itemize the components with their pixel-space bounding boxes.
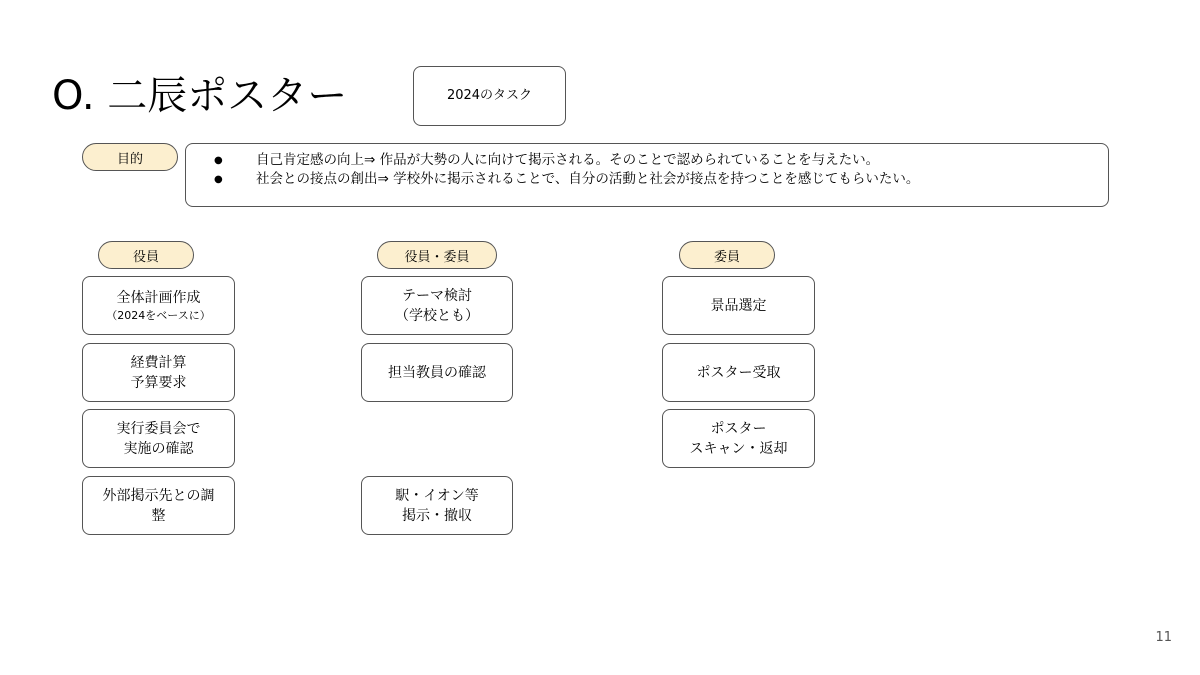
task-box <box>82 409 235 468</box>
task-line: スキャン・返却 <box>689 440 788 457</box>
task-line: （学校とも） <box>395 307 479 324</box>
task-box <box>662 276 815 335</box>
task-line: テーマ検討 <box>402 287 472 304</box>
task-line: 実施の確認 <box>123 440 194 457</box>
column-tag-members: 委員 <box>679 241 775 269</box>
task-box <box>361 476 513 535</box>
slide-title: O. 二辰ポスター <box>52 73 348 119</box>
page-number: 11 <box>1155 630 1172 645</box>
purpose-item: ● 自己肯定感の向上⇒ 作品が大勢の人に向けて掲示される。そのことで認められていることを与えたい。 <box>186 151 1108 170</box>
purpose-item: ● 社会との接点の創出⇒ 学校外に掲示されることで、自分の活動と社会が接点を持つことを感じてもらいたい。 <box>186 170 1108 189</box>
purpose-box <box>185 143 1109 207</box>
task-year-box: 2024のタスク <box>413 66 566 126</box>
purpose-tag: 目的 <box>82 143 178 171</box>
column-tag-officers-members: 役員・委員 <box>377 241 497 269</box>
task-box <box>82 276 235 335</box>
task-box <box>82 343 235 402</box>
task-line: 担当教員の確認 <box>388 364 486 381</box>
task-box <box>361 343 513 402</box>
task-line: 実行委員会で <box>116 420 201 437</box>
task-box <box>662 343 815 402</box>
task-line: 整 <box>151 507 166 524</box>
task-line: 駅・イオン等 <box>395 487 479 504</box>
task-line: 経費計算 <box>130 354 187 371</box>
task-line: 外部掲示先との調 <box>102 487 215 504</box>
task-note: （2024をベースに） <box>106 308 211 322</box>
column-tag-officers: 役員 <box>98 241 194 269</box>
task-line: 景品選定 <box>710 297 767 314</box>
task-line: ポスター受取 <box>696 364 781 381</box>
task-line: 掲示・撤収 <box>402 507 472 524</box>
task-box <box>361 276 513 335</box>
task-line: ポスター <box>710 420 767 437</box>
task-box <box>82 476 235 535</box>
task-box <box>662 409 815 468</box>
purpose-list <box>186 144 1108 189</box>
task-line: 予算要求 <box>130 374 187 391</box>
task-line: 全体計画作成 <box>116 289 201 306</box>
